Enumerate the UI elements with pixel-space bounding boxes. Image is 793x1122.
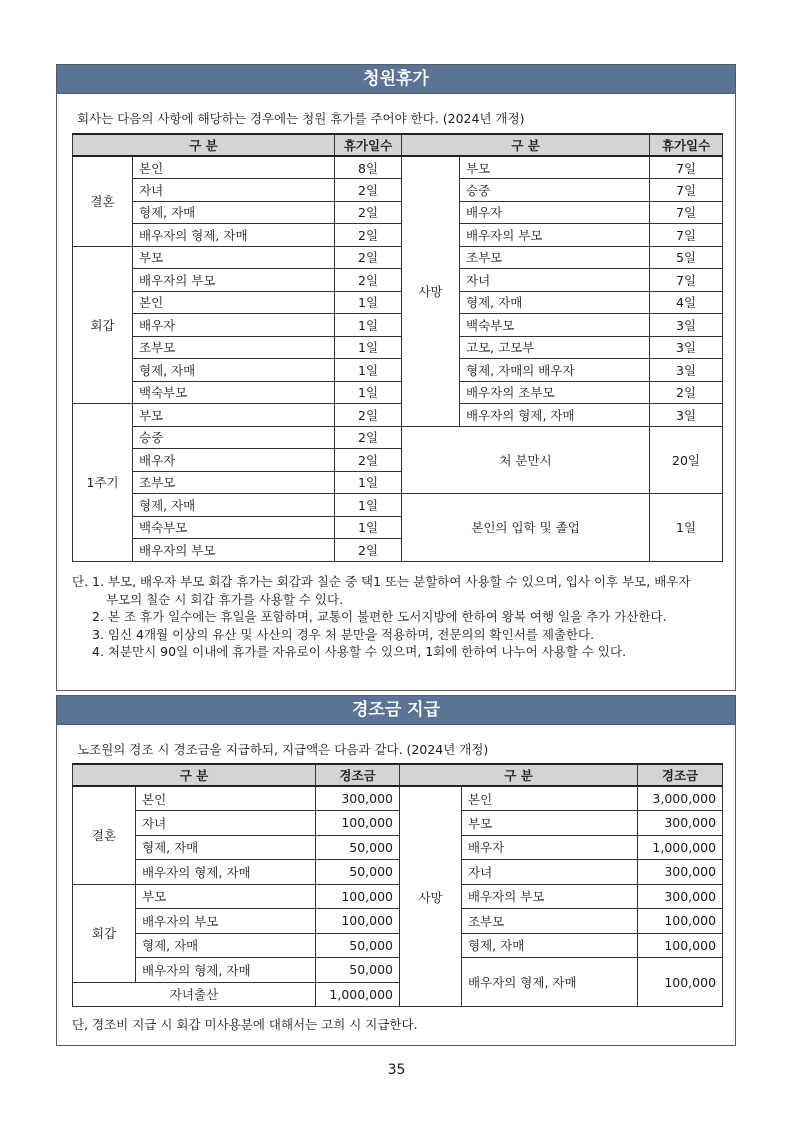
- leave-section: [56, 64, 736, 691]
- death-days: 2일: [650, 381, 723, 404]
- leave-table: [72, 133, 723, 562]
- death-item: 자녀: [460, 269, 650, 292]
- death-item: 배우자의 형제, 자매: [462, 958, 638, 1007]
- school-label: 본인의 입학 및 졸업: [402, 494, 650, 562]
- leave-days: 1일: [335, 314, 402, 337]
- death-item: 백숙부모: [460, 314, 650, 337]
- header-amount: 경조금: [316, 764, 400, 786]
- condolence-amount: 50,000: [316, 860, 400, 885]
- death-days: 5일: [650, 246, 723, 269]
- condolence-amount: 50,000: [316, 933, 400, 958]
- death-item: 배우자의 부모: [460, 224, 650, 247]
- leave-days: 1일: [335, 516, 402, 539]
- leave-intro: 회사는 다음의 사항에 해당하는 경우에는 청원 휴가를 주어야 한다. (2024년 개정): [77, 111, 525, 126]
- childbirth-label: 자녀출산: [73, 982, 316, 1007]
- leave-days: 2일: [335, 224, 402, 247]
- death-item: 배우자: [462, 835, 638, 860]
- leave-item: 배우자: [133, 314, 335, 337]
- note-line: 단. 1. 부모, 배우자 부모 회갑 휴가는 회갑과 칠순 중 택1 또는 분할하여 사용할 수 있으며, 입사 이후 부모, 배우자: [72, 574, 691, 589]
- death-item: 부모: [460, 156, 650, 179]
- condolence-amount: 50,000: [316, 835, 400, 860]
- group-sixtieth: 회갑: [73, 246, 133, 404]
- condolence-item: 배우자의 형제, 자매: [136, 860, 316, 885]
- group-first-anniversary: 1주기: [73, 404, 133, 562]
- death-item: 배우자의 부모: [462, 884, 638, 909]
- condolence-item: 형제, 자매: [136, 933, 316, 958]
- leave-title: 청원휴가: [57, 65, 735, 94]
- death-item: 조부모: [460, 246, 650, 269]
- death-amount: 300,000: [638, 884, 723, 909]
- leave-item: 본인: [133, 291, 335, 314]
- leave-item: 조부모: [133, 471, 335, 494]
- condolence-amount: 50,000: [316, 958, 400, 983]
- condolence-amount: 300,000: [316, 786, 400, 811]
- condolence-amount: 100,000: [316, 884, 400, 909]
- note-line: 4. 처분만시 90일 이내에 휴가를 자유로이 사용할 수 있으며, 1회에 한하여 나누어 사용할 수 있다.: [92, 644, 627, 659]
- header-category: 구 분: [73, 134, 335, 156]
- header-amount: 경조금: [638, 764, 723, 786]
- condolence-section: [56, 695, 736, 1046]
- leave-item: 부모: [133, 246, 335, 269]
- death-days: 7일: [650, 156, 723, 179]
- leave-days: 1일: [335, 381, 402, 404]
- death-item: 배우자: [460, 201, 650, 224]
- death-amount: 100,000: [638, 909, 723, 934]
- leave-item: 자녀: [133, 179, 335, 202]
- leave-days: 1일: [335, 336, 402, 359]
- condolence-item: 배우자의 형제, 자매: [136, 958, 316, 983]
- death-amount: 3,000,000: [638, 786, 723, 811]
- condolence-item: 부모: [136, 884, 316, 909]
- leave-days: 2일: [335, 269, 402, 292]
- page-number: 35: [387, 1062, 406, 1078]
- death-days: 4일: [650, 291, 723, 314]
- leave-days: 2일: [335, 179, 402, 202]
- header-days: 휴가일수: [650, 134, 723, 156]
- group-death: 사망: [402, 156, 460, 426]
- leave-item: 형제, 자매: [133, 494, 335, 517]
- header-category: 구 분: [402, 134, 650, 156]
- death-item: 형제, 자매의 배우자: [460, 359, 650, 382]
- header-category: 구 분: [400, 764, 638, 786]
- leave-item: 부모: [133, 404, 335, 427]
- leave-days: 2일: [335, 404, 402, 427]
- header-days: 휴가일수: [335, 134, 402, 156]
- condolence-item: 배우자의 부모: [136, 909, 316, 934]
- death-amount: 1,000,000: [638, 835, 723, 860]
- group-marriage: 결혼: [73, 786, 136, 884]
- leave-item: 본인: [133, 156, 335, 179]
- leave-days: 2일: [335, 539, 402, 562]
- leave-item: 백숙부모: [133, 516, 335, 539]
- death-amount: 300,000: [638, 811, 723, 836]
- condolence-intro: 노조원의 경조 시 경조금을 지급하되, 지급액은 다음과 같다. (2024년 개정): [77, 742, 489, 757]
- leave-days: 1일: [335, 494, 402, 517]
- leave-item: 형제, 자매: [133, 201, 335, 224]
- leave-item: 형제, 자매: [133, 359, 335, 382]
- condolence-item: 형제, 자매: [136, 835, 316, 860]
- death-item: 부모: [462, 811, 638, 836]
- leave-days: 2일: [335, 246, 402, 269]
- condolence-amount: 100,000: [316, 811, 400, 836]
- death-amount: 100,000: [638, 958, 723, 1007]
- leave-item: 배우자의 부모: [133, 539, 335, 562]
- leave-item: 백숙부모: [133, 381, 335, 404]
- death-days: 7일: [650, 179, 723, 202]
- childbirth-days: 20일: [650, 426, 723, 494]
- condolence-amount: 100,000: [316, 909, 400, 934]
- death-item: 배우자의 조부모: [460, 381, 650, 404]
- leave-item: 배우자의 부모: [133, 269, 335, 292]
- condolence-item: 자녀: [136, 811, 316, 836]
- death-item: 배우자의 형제, 자매: [460, 404, 650, 427]
- leave-item: 승중: [133, 426, 335, 449]
- death-days: 7일: [650, 269, 723, 292]
- death-days: 7일: [650, 224, 723, 247]
- leave-item: 조부모: [133, 336, 335, 359]
- note-line: 2. 본 조 휴가 일수에는 휴일을 포함하며, 교통이 불편한 도서지방에 한하여 왕복 여행 일을 추가 가산한다.: [92, 609, 667, 624]
- death-item: 승중: [460, 179, 650, 202]
- leave-notes: [72, 573, 727, 661]
- childbirth-amount: 1,000,000: [316, 982, 400, 1007]
- leave-days: 1일: [335, 471, 402, 494]
- leave-item: 배우자의 형제, 자매: [133, 224, 335, 247]
- death-days: 3일: [650, 314, 723, 337]
- group-sixtieth: 회갑: [73, 884, 136, 982]
- header-category: 구 분: [73, 764, 316, 786]
- death-amount: 100,000: [638, 933, 723, 958]
- death-days: 3일: [650, 404, 723, 427]
- leave-days: 8일: [335, 156, 402, 179]
- condolence-item: 본인: [136, 786, 316, 811]
- death-item: 고모, 고모부: [460, 336, 650, 359]
- leave-days: 1일: [335, 359, 402, 382]
- condolence-title: 경조금 지급: [57, 696, 735, 725]
- leave-days: 2일: [335, 201, 402, 224]
- childbirth-label: 처 분만시: [402, 426, 650, 494]
- leave-days: 1일: [335, 291, 402, 314]
- death-amount: 300,000: [638, 860, 723, 885]
- condolence-table: [72, 763, 723, 1007]
- death-days: 3일: [650, 336, 723, 359]
- note-line: 부모의 칠순 시 회갑 휴가를 사용할 수 있다.: [106, 591, 344, 607]
- death-days: 7일: [650, 201, 723, 224]
- death-item: 조부모: [462, 909, 638, 934]
- condolence-note: 단, 경조비 지급 시 회갑 미사용분에 대해서는 고희 시 지급한다.: [72, 1017, 418, 1032]
- note-line: 3. 임신 4개월 이상의 유산 및 사산의 경우 처 분만을 적용하며, 전문의의 확인서를 제출한다.: [92, 626, 595, 642]
- group-marriage: 결혼: [73, 156, 133, 246]
- death-item: 본인: [462, 786, 638, 811]
- death-item: 자녀: [462, 860, 638, 885]
- leave-item: 배우자: [133, 449, 335, 472]
- death-days: 3일: [650, 359, 723, 382]
- leave-days: 2일: [335, 426, 402, 449]
- leave-days: 2일: [335, 449, 402, 472]
- school-days: 1일: [650, 494, 723, 562]
- group-death: 사망: [400, 786, 462, 1007]
- death-item: 형제, 자매: [462, 933, 638, 958]
- death-item: 형제, 자매: [460, 291, 650, 314]
